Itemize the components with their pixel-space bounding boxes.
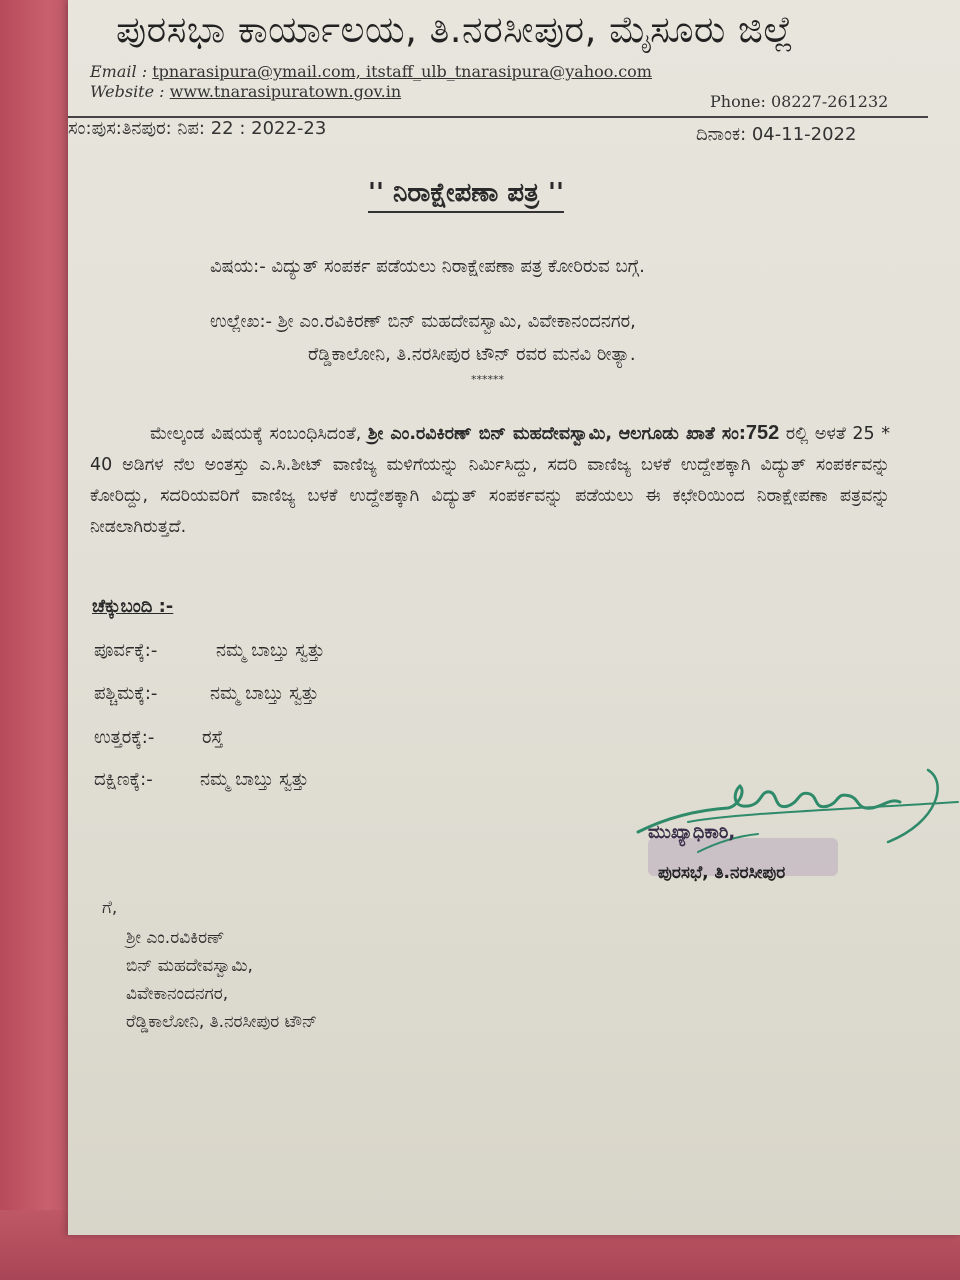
email-label: Email : (90, 62, 148, 81)
recipient-line: ಬಿನ್ ಮಹದೇವಸ್ವಾಮಿ, (126, 956, 253, 976)
signatory-designation: ಮುಖ್ಯಾಧಿಕಾರಿ, (648, 822, 736, 843)
boundary-value: ನಮ್ಮ ಬಾಬ್ತು ಸ್ವತ್ತು (210, 683, 319, 704)
khata-label: ಆಲಗೂಡು ಖಾತೆ ಸಂ: (618, 424, 746, 444)
reference-number: ಸಂ:ಪುಸ:ತಿನಪುರ: ನಿಪ: 22 : 2022-23 (68, 118, 327, 139)
office-title: ಪುರಸಭಾ ಕಾರ್ಯಾಲಯ, ತಿ.ನರಸೀಪುರ, ಮೈಸೂರು ಜಿಲ್ಲೆ (116, 8, 794, 51)
body-text-part-1: ಮೇಲ್ಕಂಡ ವಿಷಯಕ್ಕೆ ಸಂಬಂಧಿಸಿದಂತೆ, (150, 424, 368, 444)
phone-number: Phone: 08227-261232 (710, 92, 889, 111)
boundary-west (94, 683, 319, 704)
boundary-direction: ಉತ್ತರಕ್ಕೆ:- (94, 727, 155, 748)
subject-line: ವಿಷಯ:- ವಿದ್ಯುತ್ ಸಂಪರ್ಕ ಪಡೆಯಲು ನಿರಾಕ್ಷೇಪಣಾ ಪತ್ರ ಕೋರಿರುವ ಬಗ್ಗೆ. (210, 256, 645, 277)
letter-date: ದಿನಾಂಕ: 04-11-2022 (696, 124, 857, 145)
boundary-direction: ದಕ್ಷಿಣಕ್ಕೆ:- (94, 769, 153, 790)
signatory-office: ಪುರಸಭೆ, ತಿ.ನರಸೀಪುರ (658, 863, 786, 883)
boundary-direction: ಪಶ್ಚಿಮಕ್ಕೆ:- (94, 683, 158, 704)
document-heading: '' ನಿರಾಕ್ಷೇಪಣಾ ಪತ್ರ '' (368, 178, 564, 213)
letter-page (68, 0, 960, 1235)
separator-stars: ****** (471, 373, 504, 386)
website-label: Website : (90, 82, 165, 101)
applicant-name: ಶ್ರೀ ಎಂ.ರವಿಕಿರಣ್ ಬಿನ್ ಮಹದೇವಸ್ವಾಮಿ, (367, 424, 613, 444)
recipient-line: ವಿವೇಕಾನಂದನಗರ, (126, 984, 229, 1004)
boundary-south (94, 769, 309, 790)
boundary-north (94, 727, 224, 748)
boundary-east (94, 640, 325, 661)
body-text-part-3: ರಲ್ಲಿ ಅಳತೆ 25 * 40 ಅಡಿಗಳ ನೆಲ ಅಂತಸ್ತು ಎ.ಸಿ.ಶೀಟ್ ವಾಣಿಜ್ಯ ಮಳಿಗೆಯನ್ನು ನಿರ್ಮಿಸಿದ್ದು, ಸದರಿ ವಾಣಿಜ್ಯ ಬಳಕೆ ಉದ್ದೇಶಕ್ಕಾಗಿ ವಿದ್ಯುತ್ ಸಂಪರ್ಕವನ್ನು ಕೋರಿದ್ದು, ಸದರಿಯವರಿಗೆ ವಾಣಿಜ್ಯ ಬಳಕೆ ಉದ್ದೇಶಕ್ಕಾಗಿ ವಿದ್ಯುತ್ ಸಂಪರ್ಕವನ್ನು ಪಡೆಯಲು ಈ ಕಛೇರಿಯಿಂದ ನಿರಾಕ್ಷೇಪಣಾ ಪತ್ರವನ್ನು ನೀಡಲಾಗಿರುತ್ತದೆ. (90, 424, 890, 537)
recipient-to-mark: ಗೆ, (102, 898, 118, 918)
boundary-direction: ಪೂರ್ವಕ್ಕೆ:- (94, 640, 158, 661)
boundary-value: ನಮ್ಮ ಬಾಬ್ತು ಸ್ವತ್ತು (216, 640, 325, 661)
boundary-value: ರಸ್ತೆ (202, 727, 224, 748)
recipient-line: ಶ್ರೀ ಎಂ.ರವಿಕಿರಣ್ (126, 928, 225, 948)
email-value: tpnarasipura@ymail.com, itstaff_ulb_tnarasipura@yahoo.com (152, 62, 652, 81)
boundaries-title: ಚೆಕ್ಕುಬಂದಿ :- (92, 596, 174, 617)
body-paragraph (90, 418, 890, 543)
boundary-value: ನಮ್ಮ ಬಾಬ್ತು ಸ್ವತ್ತು (200, 769, 309, 790)
recipient-line: ರೆಡ್ಡಿಕಾಲೋನಿ, ತಿ.ನರಸೀಪುರ ಟೌನ್ (126, 1012, 318, 1032)
contact-block (90, 62, 652, 102)
website-link[interactable]: www.tnarasipuratown.gov.in (169, 82, 402, 101)
handwritten-signature (628, 762, 960, 872)
reference-line-2: ರೆಡ್ಡಿಕಾಲೋನಿ, ತಿ.ನರಸೀಪುರ ಟೌನ್ ರವರ ಮನವಿ ರೀತ್ಯಾ. (308, 344, 636, 365)
reference-line-1: ಉಲ್ಲೇಖ:- ಶ್ರೀ ಎಂ.ರವಿಕಿರಣ್ ಬಿನ್ ಮಹದೇವಸ್ವಾಮಿ, ವಿವೇಕಾನಂದನಗರ, (210, 311, 636, 332)
khata-number: 752 (745, 422, 780, 444)
